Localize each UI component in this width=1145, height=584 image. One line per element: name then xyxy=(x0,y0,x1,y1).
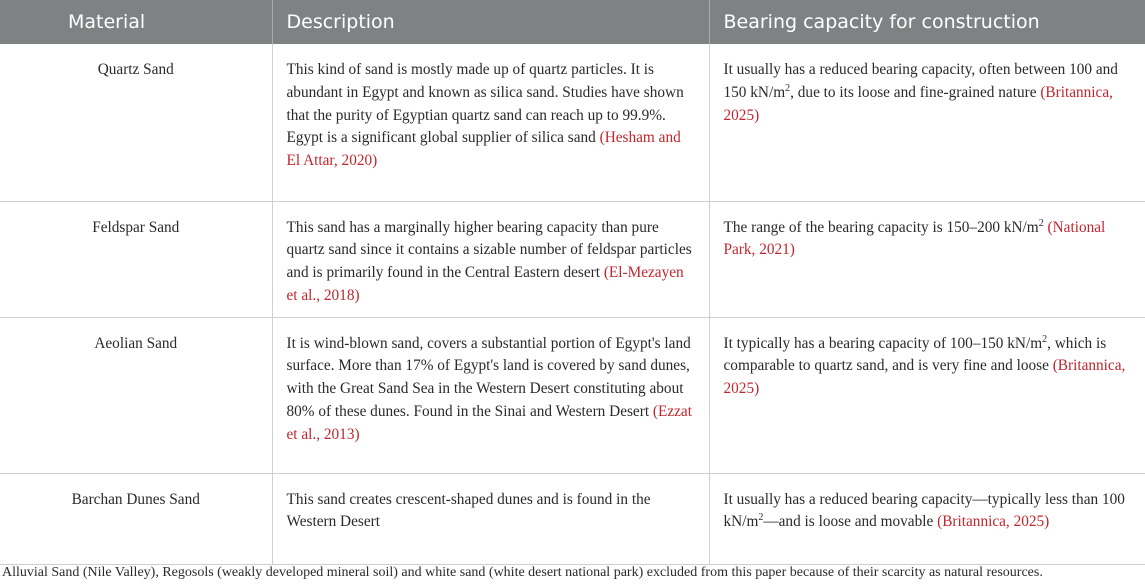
bearing-text: It usually has a reduced bearing capacity—typically less than 100 kN/m xyxy=(723,490,1125,531)
cell-description xyxy=(272,317,709,473)
cell-material: Barchan Dunes Sand xyxy=(0,473,272,564)
bearing-text: The range of the bearing capacity is 150–200 kN/m xyxy=(723,218,1039,236)
cell-bearing-capacity xyxy=(709,201,1145,317)
cell-material: Feldspar Sand xyxy=(0,201,272,317)
unit-superscript: 2 xyxy=(1038,217,1044,229)
description-text: This sand has a marginally higher bearing capacity than pure quartz sand since it contains a sizable number of feldspar particles and is primarily found in the Central Eastern desert xyxy=(286,218,692,282)
description-text: This kind of sand is mostly made up of quartz particles. It is abundant in Egypt and known as silica sand. Studies have shown that the purity of Egyptian quartz sand can reach up to 99.9%. Egypt is a significant global supplier of silica sand xyxy=(286,61,684,147)
table-row xyxy=(0,317,1145,473)
cell-bearing-capacity xyxy=(709,473,1145,564)
citation-link[interactable]: (Britannica, 2025) xyxy=(937,513,1050,531)
cell-description xyxy=(272,473,709,564)
bearing-text-continued: , due to its loose and fine-grained nature xyxy=(790,83,1037,101)
citation-link[interactable]: (Hesham and El Attar, 2020) xyxy=(286,129,681,170)
table-row xyxy=(0,473,1145,564)
unit-superscript: 2 xyxy=(758,512,764,524)
citation-link[interactable]: (Britannica, 2025) xyxy=(723,83,1113,124)
cell-description xyxy=(272,201,709,317)
description-text: This sand creates crescent-shaped dunes and is found in the Western Desert xyxy=(286,490,651,531)
citation-link[interactable]: (Britannica, 2025) xyxy=(723,357,1126,398)
cell-material: Quartz Sand xyxy=(0,44,272,201)
bearing-text: It typically has a bearing capacity of 100–150 kN/m xyxy=(723,334,1043,352)
citation-link[interactable]: (National Park, 2021) xyxy=(723,218,1106,259)
table-row xyxy=(0,44,1145,201)
cell-description xyxy=(272,44,709,201)
cell-bearing-capacity xyxy=(709,317,1145,473)
table-row xyxy=(0,201,1145,317)
citation-link[interactable]: (Ezzat et al., 2013) xyxy=(286,403,692,443)
bearing-text-continued: —and is loose and movable xyxy=(763,513,934,531)
table-header-row xyxy=(0,0,1145,44)
header-description: Description xyxy=(272,0,709,44)
cell-material: Aeolian Sand xyxy=(0,317,272,473)
table-footnote: Alluvial Sand (Nile Valley), Regosols (weakly developed mineral soil) and white sand (white desert national park) excluded from this paper because of their scarcity as natural resources. xyxy=(2,565,1043,580)
bearing-text-continued: , which is comparable to quartz sand, and is very fine and loose xyxy=(723,334,1107,375)
citation-link[interactable]: (El-Mezayen et al., 2018) xyxy=(286,264,684,304)
description-text: It is wind-blown sand, covers a substantial portion of Egypt's land surface. More than 17% of Egypt's land is covered by sand dunes, with the Great Sand Sea in the Western Desert constituting about 80% of these dunes. Found in the Sinai and Western Desert xyxy=(286,334,691,421)
unit-superscript: 2 xyxy=(785,82,791,94)
bearing-text: It usually has a reduced bearing capacity, often between 100 and 150 kN/m xyxy=(723,61,1118,101)
cell-bearing-capacity xyxy=(709,44,1145,201)
header-bearing-capacity: Bearing capacity for construction xyxy=(723,11,1040,33)
header-material: Material xyxy=(0,0,272,44)
unit-superscript: 2 xyxy=(1042,333,1048,345)
